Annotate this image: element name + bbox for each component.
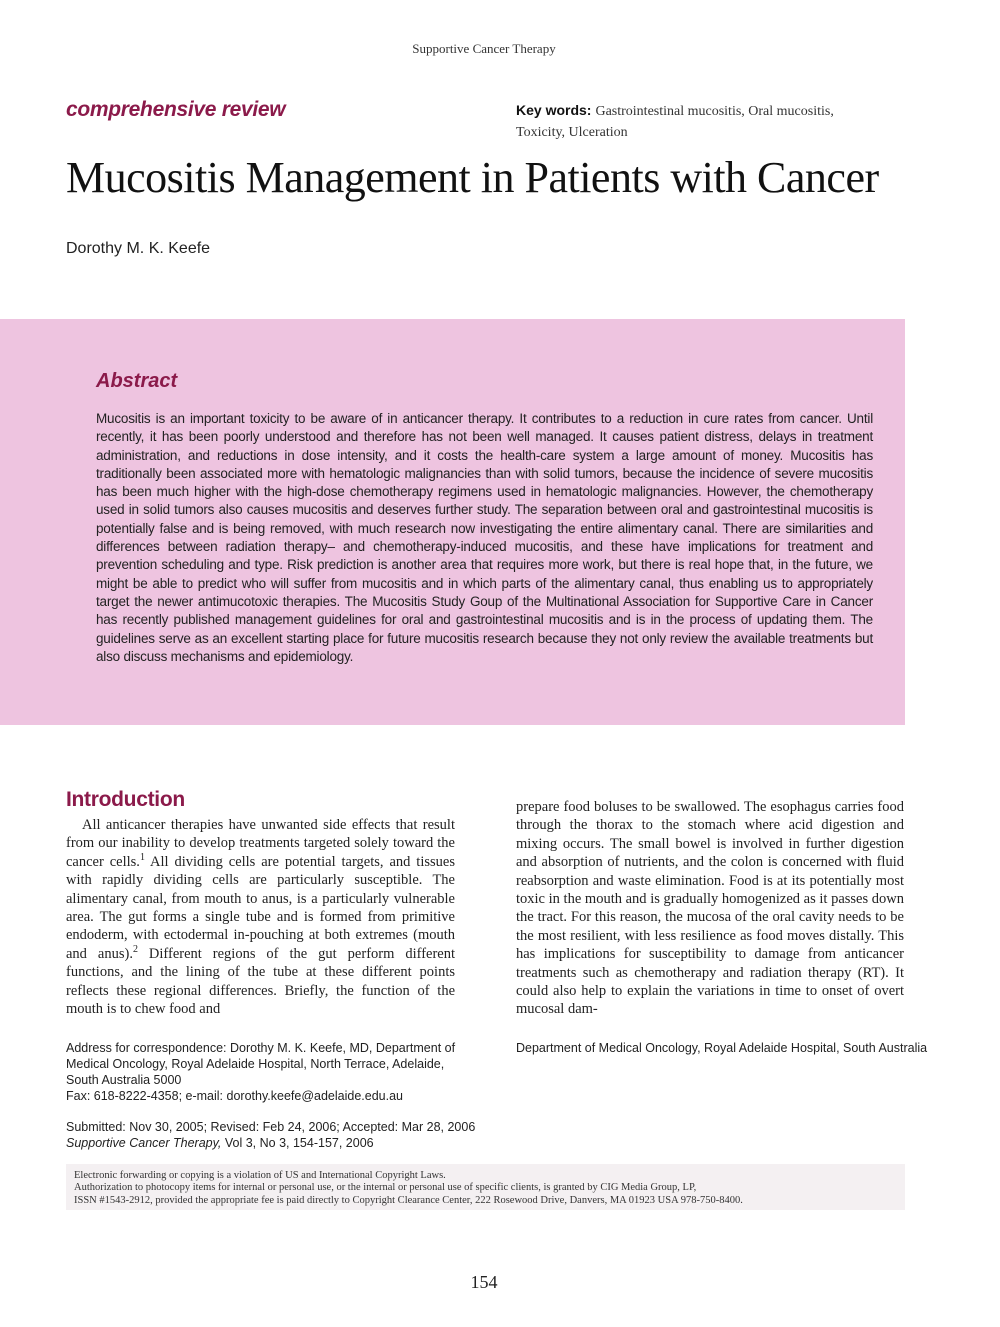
introduction-right-column: prepare food boluses to be swallowed. The esophagus carries food through the thorax to the stomach where acid digestion and mixing occurs. The small bowel is involved in further digestion and absorption of nutrients, and the colon is concerned with fluid reabsorption and waste elimination. Food is at its potentially most toxic in the mouth and is gradually homogenized as it passes down the tract. For this reason, the mucosa of the oral cavity needs to be the most resilient, with less resilience as food moves distally. This has implications for susceptibility to damage from anticancer treatments such as chemotherapy and radiation therapy (RT). It could also help to explain the variations in time to onset of overt mucosal dam- (516, 799, 904, 1018)
abstract-text: Mucositis is an important toxicity to be aware of in anticancer therapy. It contributes to a reduction in cure rates from cancer. Until recently, it has been poorly understood and therefore has not been well managed. It causes patient distress, delays in treatment administration, and reductions in dose intensity, and it costs the health-care system a large amount of money. Mucositis has traditionally been associated more with hematologic malignancies than with solid tumors, because the incidence of severe mucositis has been much higher with the high-dose chemotherapy regimens used in hematologic malignancies. However, the chemotherapy used in solid tumors also causes mucositis and deserves further study. The separation between oral and gastrointestinal mucositis is potentially false and is being removed, with much research now investigating the entire alimentary canal. There are similarities and differences between radiation therapy– and chemotherapy-induced mucositis, and these have implications for treatment and prevention scheduling and type. Risk prediction is another area that requires more work, but there is real hope that, in the future, we might be able to predict who will suffer from mucositis and in which parts of the alimentary canal, thus enabling us to appropriately target the newer antimucotoxic therapies. The Mucositis Study Goup of the Multinational Association for Supportive Care in Cancer has recently published management guidelines for oral and gastrointestinal mucositis and is in the process of updating them. The guidelines serve as an excellent starting place for future mucositis research because they not only review the available treatments but also discuss mechanisms and epidemiology. (96, 411, 873, 664)
correspondence-line: Address for correspondence: Dorothy M. K. Keefe, MD, Department of (66, 1041, 456, 1055)
abstract-heading: Abstract (96, 370, 178, 392)
section-tag: comprehensive review (66, 98, 286, 121)
journal-name: Supportive Cancer Therapy, (66, 1136, 222, 1150)
author-name: Dorothy M. K. Keefe (66, 240, 211, 257)
intro-text-part2: All dividing cells are potential targets, and tissues with rapidly dividing cells are particularly susceptible. The alimentary canal, from mouth to anus, is a particularly vulnerable area. The gut forms a single tube and is formed from primitive endoderm, with ectodermal in-pouching at both extremes (mouth and anus). (66, 853, 455, 962)
citation (66, 1135, 486, 1151)
keywords-label: Key words: (516, 102, 592, 118)
intro-text-part1: All anticancer therapies have unwanted side effects that result from our inability to develop treatments targeted solely toward the cancer cells. (66, 817, 455, 870)
introduction-heading: Introduction (66, 788, 185, 811)
keywords (516, 100, 886, 143)
page-number: 154 (470, 1272, 498, 1292)
author-affiliation: Department of Medical Oncology, Royal Adelaide Hospital, South Australia (516, 1041, 928, 1055)
correspondence-line: Medical Oncology, Royal Adelaide Hospital, North Terrace, Adelaide, (66, 1057, 445, 1071)
copyright-line: ISSN #1543-2912, provided the appropriate fee is paid directly to Copyright Clearance Center, 222 Rosewood Drive, Danvers, MA 01923 USA 978-750-8400. (74, 1194, 743, 1206)
keywords-value: Gastrointestinal mucositis, Oral mucositis, Toxicity, Ulceration (516, 104, 834, 140)
running-head: Supportive Cancer Therapy (412, 41, 556, 56)
reference-2[interactable]: 2 (132, 944, 138, 956)
submission-dates: Submitted: Nov 30, 2005; Revised: Feb 24, 2006; Accepted: Mar 28, 2006 (66, 1120, 476, 1134)
intro-text-part3: Different regions of the gut perform different functions, and the lining of the tube at these different points reflects these regional differences. Briefly, the function of the mouth is to chew food and (66, 945, 456, 1018)
citation-details: Vol 3, No 3, 154-157, 2006 (221, 1136, 374, 1150)
reference-1[interactable]: 1 (139, 851, 145, 863)
correspondence-address (66, 1040, 486, 1104)
correspondence-contact: Fax: 618-8222-4358; e-mail: dorothy.keefe@adelaide.edu.au (66, 1089, 403, 1103)
introduction-left-column (66, 816, 455, 1018)
copyright-notice (66, 1164, 905, 1210)
correspondence-line: South Australia 5000 (66, 1073, 182, 1087)
copyright-line: Electronic forwarding or copying is a violation of US and International Copyright Laws. (74, 1170, 446, 1181)
article-title: Mucositis Management in Patients with Cancer (66, 153, 879, 202)
copyright-line: Authorization to photocopy items for internal or personal use, or the internal or personal use of specific clients, is granted by CIG Media Group, LP, (74, 1182, 697, 1194)
submission-info (66, 1119, 486, 1151)
